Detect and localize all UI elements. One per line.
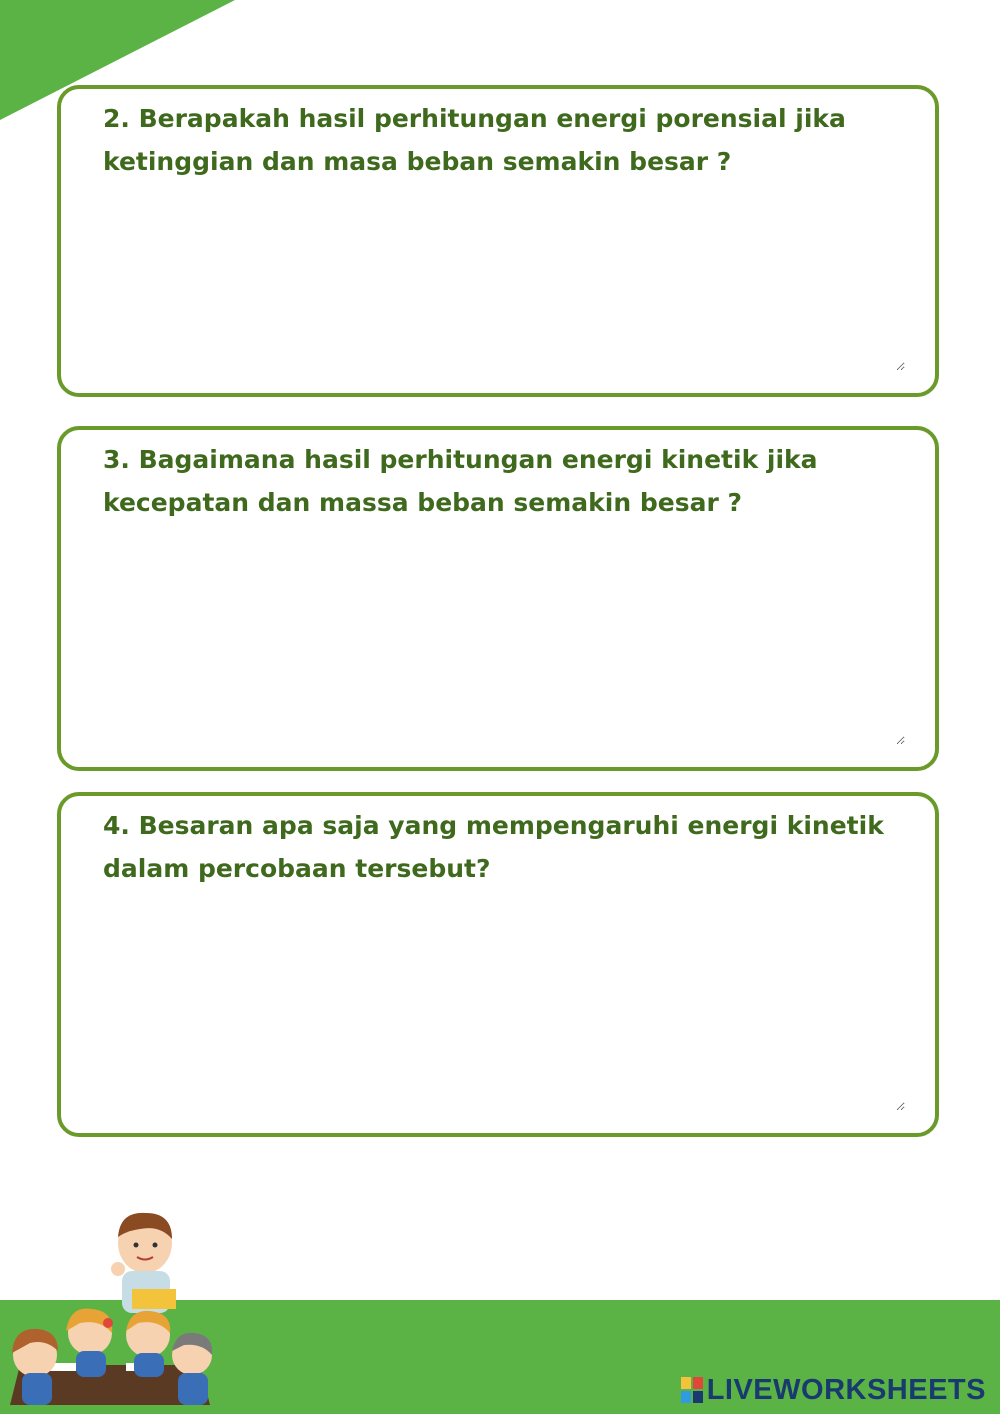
classroom-illustration: [0, 1205, 225, 1414]
answer-field-2[interactable]: [91, 199, 905, 371]
question-box-2: [57, 85, 939, 397]
question-box-3: [57, 426, 939, 771]
question-text-4: 4. Besaran apa saja yang mempengaruhi energi kinetik dalam percobaan tersebut?: [103, 811, 884, 883]
answer-field-4[interactable]: [91, 906, 905, 1111]
question-text-2: 2. Berapakah hasil perhitungan energi porensial jika ketinggian dan masa beban semakin besar ?: [103, 104, 846, 176]
brand-name: LIVEWORKSHEETS: [706, 1373, 986, 1406]
question-text-3: 3. Bagaimana hasil perhitungan energi kinetik jika kecepatan dan massa beban semakin besar ?: [103, 445, 818, 517]
question-box-4: [57, 792, 939, 1137]
liveworksheets-logo-icon: [681, 1377, 703, 1403]
answer-field-3[interactable]: [91, 540, 905, 745]
liveworksheets-brand: [681, 1370, 986, 1410]
